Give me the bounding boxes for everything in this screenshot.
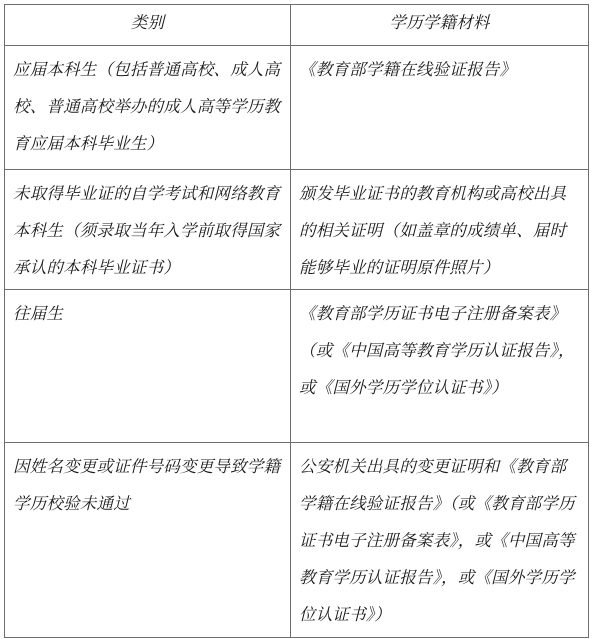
- materials-cell: 《教育部学籍在线验证报告》: [291, 46, 589, 170]
- table-row: [5, 290, 589, 443]
- requirements-table: [4, 4, 589, 638]
- materials-cell: 公安机关出具的变更证明和《教育部学籍在线验证报告》（或《教育部学历证书电子注册备案表》，或《中国高等教育学历认证报告》，或《国外学历学位认证书》）: [291, 443, 589, 638]
- materials-cell: 《教育部学历证书电子注册备案表》（或《中国高等教育学历认证报告》，或《国外学历学位认证书》）: [291, 290, 589, 443]
- materials-cell: 颁发毕业证书的教育机构或高校出具的相关证明（如盖章的成绩单、届时能够毕业的证明原件照片）: [291, 170, 589, 290]
- table-row: [5, 443, 589, 638]
- category-cell: 因姓名变更或证件号码变更导致学籍学历校验未通过: [5, 443, 291, 638]
- header-category: 类别: [5, 5, 291, 46]
- header-materials: 学历学籍材料: [291, 5, 589, 46]
- table-header-row: [5, 5, 589, 46]
- table-row: [5, 46, 589, 170]
- category-cell: 往届生: [5, 290, 291, 443]
- category-cell: 未取得毕业证的自学考试和网络教育本科生（须录取当年入学前取得国家承认的本科毕业证书）: [5, 170, 291, 290]
- table-row: [5, 170, 589, 290]
- category-cell: 应届本科生（包括普通高校、成人高校、普通高校举办的成人高等学历教育应届本科毕业生）: [5, 46, 291, 170]
